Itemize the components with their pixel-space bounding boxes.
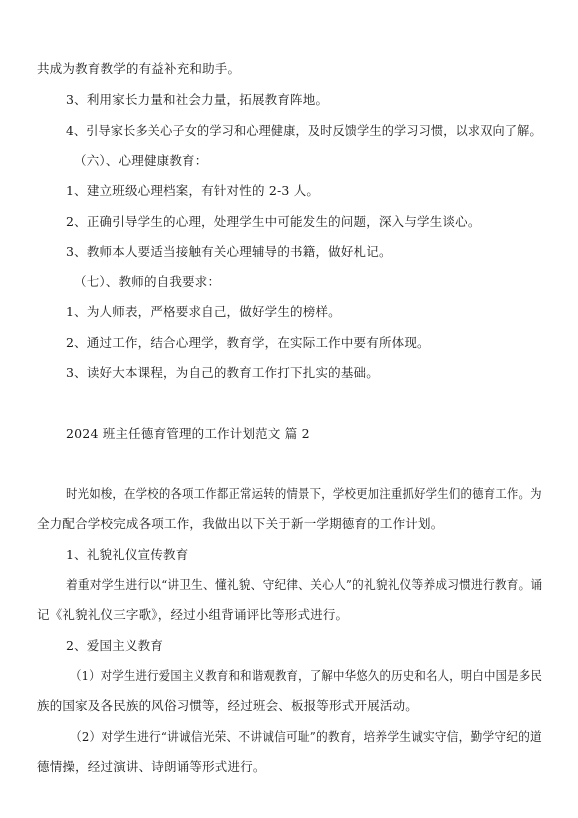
paragraph: （2）对学生进行“讲诚信光荣、不讲诚信可耻”的教育，培养学生诚实守信，勤学守纪的道 xyxy=(70,729,542,744)
list-item: 3、读好大本课程，为自己的教育工作打下扎实的基础。 xyxy=(66,365,379,380)
section-heading: （七）、教师的自我要求： xyxy=(74,274,221,289)
paragraph: 时光如梭，在学校的各项工作都正常运转的情景下，学校更加注重抓好学生们的德育工作。为 xyxy=(66,486,542,501)
subsection-heading: 2、爱国主义教育 xyxy=(66,638,164,653)
paragraph-continuation: 德情操，经过演讲、诗朗诵等形式进行。 xyxy=(37,759,266,774)
list-item: 2、正确引导学生的心理，处理学生中可能发生的问题，深入与学生谈心。 xyxy=(66,214,481,229)
paragraph: 着重对学生进行以“讲卫生、懂礼貌、守纪律、关心人”的礼貌礼仪等养成习惯进行教育。诵 xyxy=(66,577,543,592)
paragraph-continuation: 记《礼貌礼仪三字歌》，经过小组背诵评比等形式进行。 xyxy=(37,607,349,622)
paragraph-continuation: 族的国家及各民族的风俗习惯等，经过班会、板报等形式开展活动。 xyxy=(37,698,419,713)
list-item: 1、建立班级心理档案，有针对性的 2-3 人。 xyxy=(66,183,320,198)
article-title: 2024 班主任德育管理的工作计划范文 篇 2 xyxy=(66,426,310,441)
list-item: 3、教师本人要适当接触有关心理辅导的书籍，做好札记。 xyxy=(66,244,392,259)
paragraph: （1）对学生进行爱国主义教育和和谐观教育，了解中华悠久的历史和名人，明白中国是多民 xyxy=(70,668,543,683)
list-item: 3、利用家长力量和社会力量，拓展教育阵地。 xyxy=(66,92,329,107)
paragraph-continuation: 共成为教育教学的有益补充和助手。 xyxy=(37,61,241,76)
list-item: 1、为人师表，严格要求自己，做好学生的榜样。 xyxy=(66,304,341,319)
list-item: 4、引导家长多关心子女的学习和心理健康，及时反馈学生的学习习惯，以求双向了解。 xyxy=(66,123,542,138)
subsection-heading: 1、礼貌礼仪宣传教育 xyxy=(66,547,189,562)
paragraph-continuation: 全力配合学校完成各项工作，我做出以下关于新一学期德育的工作计划。 xyxy=(37,516,444,531)
list-item: 2、通过工作，结合心理学，教育学，在实际工作中要有所体现。 xyxy=(66,335,430,350)
section-heading: （六）、心理健康教育： xyxy=(74,153,208,168)
